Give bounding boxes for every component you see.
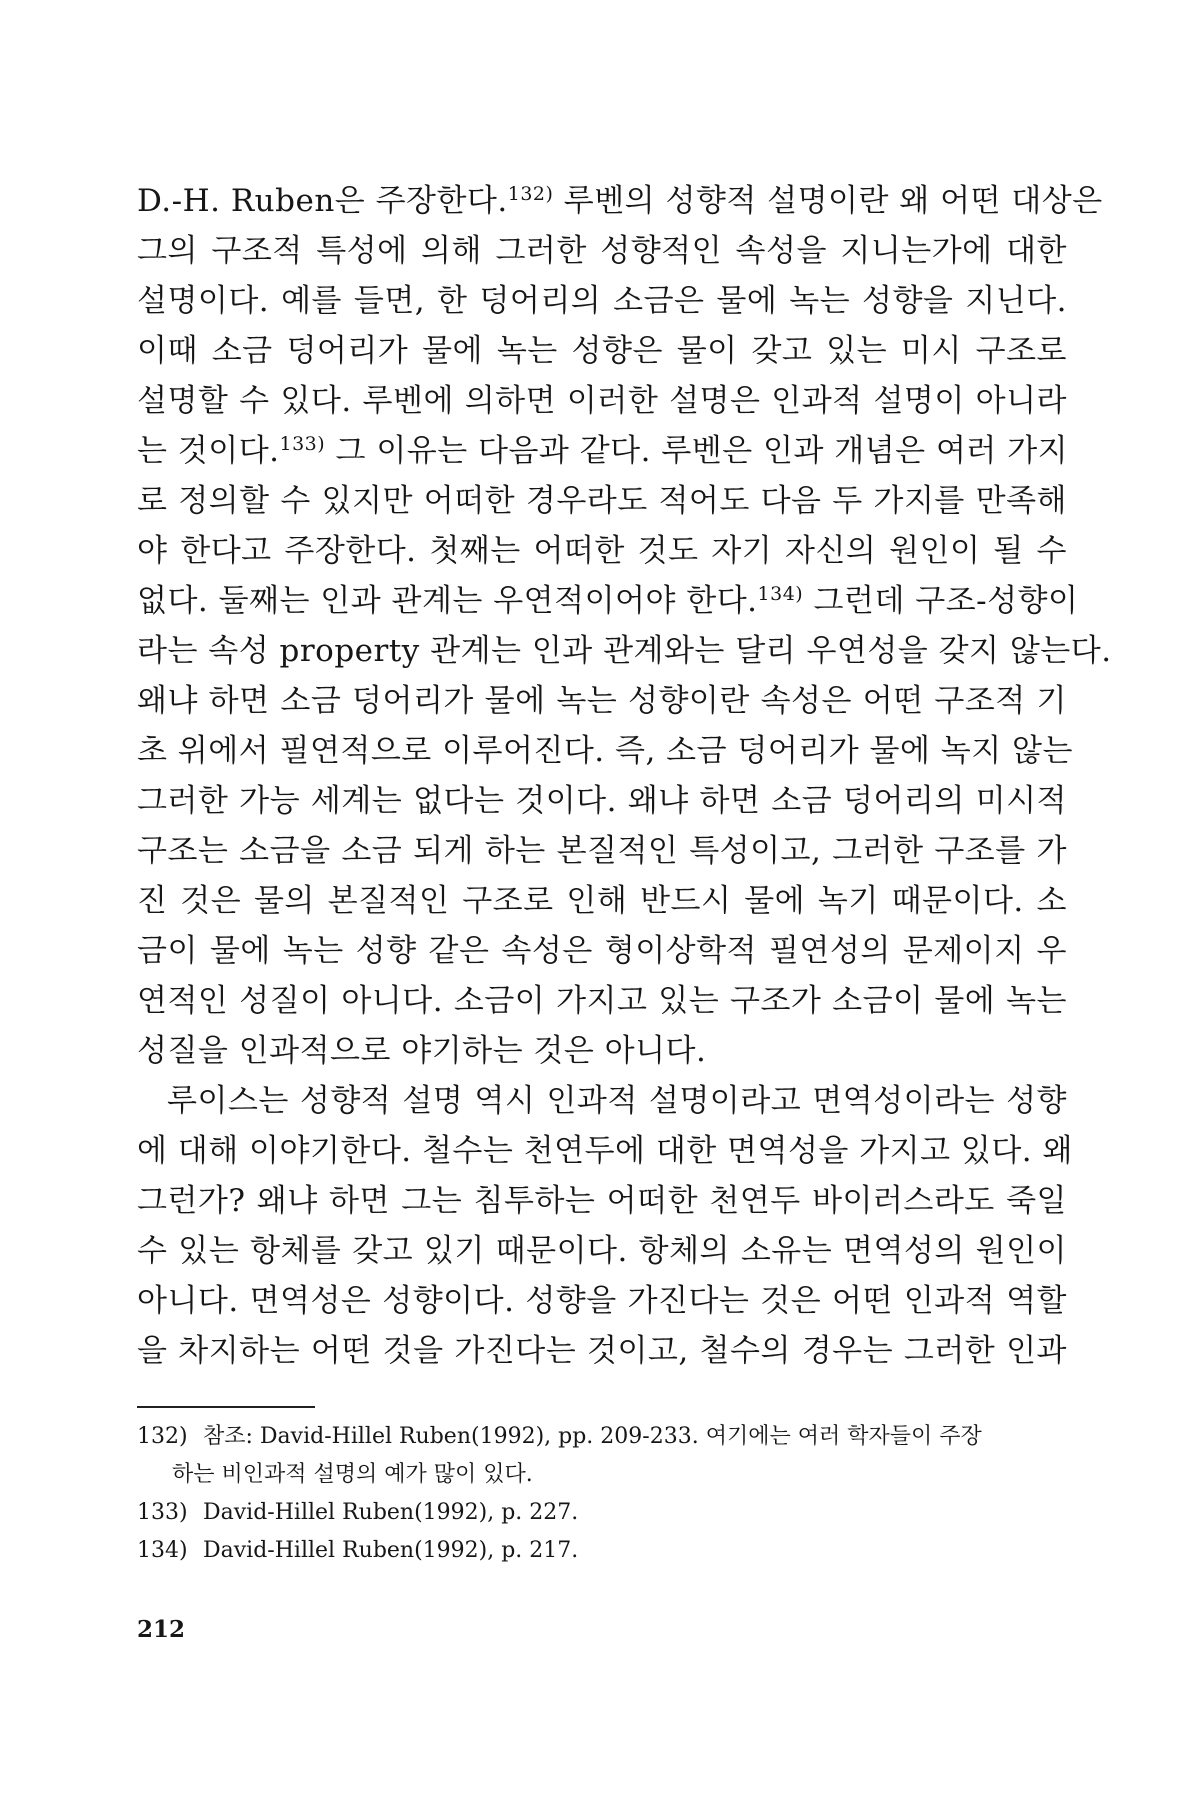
- footnote-number: 133): [137, 1500, 188, 1525]
- footnote-divider: [137, 1406, 315, 1408]
- text-line-22: 수 있는 항체를 갖고 있기 때문이다. 항체의 소유는 면역성의 원인이: [137, 1233, 1067, 1269]
- text-line-19: 루이스는 성향적 설명 역시 인과적 설명이라고 면역성이라는 성향: [167, 1083, 1067, 1119]
- text-line-6: 는 것이다.$^{133)}$ 그 이유는 다음과 같다. 루벤은 인과 개념은 여러 가지: [137, 433, 1069, 469]
- footnote-number: 132): [137, 1424, 188, 1449]
- text-line-5: 설명할 수 있다. 루벤에 의하면 이러한 설명은 인과적 설명이 아니라: [137, 383, 1067, 419]
- text-line-3: 설명이다. 예를 들면, 한 덩어리의 소금은 물에 녹는 성향을 지닌다.: [137, 283, 1067, 319]
- text-line-13: 그러한 가능 세계는 없다는 것이다. 왜냐 하면 소금 덩어리의 미시적: [137, 783, 1067, 819]
- text-line-12: 초 위에서 필연적으로 이루어진다. 즉, 소금 덩어리가 물에 녹지 않는: [137, 733, 1073, 769]
- footnote-ref-134[interactable]: 134): [757, 583, 804, 605]
- footnotes: [137, 1418, 1067, 1570]
- footnote-text: David-Hillel Ruben(1992), p. 227.: [203, 1500, 579, 1525]
- text-line-18: 성질을 인과적으로 야기하는 것은 아니다.: [137, 1033, 707, 1069]
- page-number: 212: [137, 1616, 186, 1643]
- text-line-8: 야 한다고 주장한다. 첫째는 어떠한 것도 자기 자신의 원인이 될 수: [137, 533, 1067, 569]
- text-line-15: 진 것은 물의 본질적인 구조로 인해 반드시 물에 녹기 때문이다. 소: [137, 883, 1067, 919]
- footnote-text: David-Hillel Ruben(1992), p. 217.: [203, 1538, 579, 1563]
- text-line-20: 에 대해 이야기한다. 철수는 천연두에 대한 면역성을 가지고 있다. 왜: [137, 1133, 1073, 1169]
- footnote-ref-132[interactable]: 132): [507, 183, 554, 205]
- text-line-16: 금이 물에 녹는 성향 같은 속성은 형이상학적 필연성의 문제이지 우: [137, 933, 1067, 969]
- text-line-7: 로 정의할 수 있지만 어떠한 경우라도 적어도 다음 두 가지를 만족해: [137, 483, 1067, 519]
- text-line-14: 구조는 소금을 소금 되게 하는 본질적인 특성이고, 그러한 구조를 가: [137, 833, 1067, 869]
- footnote-ref-133[interactable]: 133): [279, 433, 326, 455]
- text-line-11: 왜냐 하면 소금 덩어리가 물에 녹는 성향이란 속성은 어떤 구조적 기: [137, 683, 1067, 719]
- footnote-132: [137, 1418, 1067, 1456]
- text-line-9: 없다. 둘째는 인과 관계는 우연적이어야 한다.$^{134)}$ 그런데 구조-성향이: [137, 583, 1079, 619]
- text-line-10: 라는 속성 property 관계는 인과 관계와는 달리 우연성을 갖지 않는다.: [137, 633, 1112, 669]
- text-line-21: 그런가? 왜냐 하면 그는 침투하는 어떠한 천연두 바이러스라도 죽일: [137, 1183, 1067, 1219]
- text-line-4: 이때 소금 덩어리가 물에 녹는 성향은 물이 갖고 있는 미시 구조로: [137, 333, 1067, 369]
- text-line-17: 연적인 성질이 아니다. 소금이 가지고 있는 구조가 소금이 물에 녹는: [137, 983, 1067, 1019]
- footnote-133: [137, 1494, 1067, 1532]
- footnote-number: 134): [137, 1538, 188, 1563]
- text-line-2: 그의 구조적 특성에 의해 그러한 성향적인 속성을 지니는가에 대한: [137, 233, 1067, 269]
- text-line-23: 아니다. 면역성은 성향이다. 성향을 가진다는 것은 어떤 인과적 역할: [137, 1283, 1067, 1319]
- body-text: [137, 176, 1112, 1376]
- footnote-134: [137, 1532, 1067, 1570]
- text-line-1: D.-H. Ruben은 주장한다.$^{132)}$ 루벤의 성향적 설명이란 왜 어떤 대상은: [137, 183, 1103, 219]
- footnote-132-continued: 하는 비인과적 설명의 예가 많이 있다.: [172, 1462, 533, 1487]
- footnote-text: 참조: David-Hillel Ruben(1992), pp. 209-233. 여기에는 여러 학자들이 주장: [203, 1424, 982, 1449]
- text-line-24: 을 차지하는 어떤 것을 가진다는 것이고, 철수의 경우는 그러한 인과: [137, 1333, 1067, 1369]
